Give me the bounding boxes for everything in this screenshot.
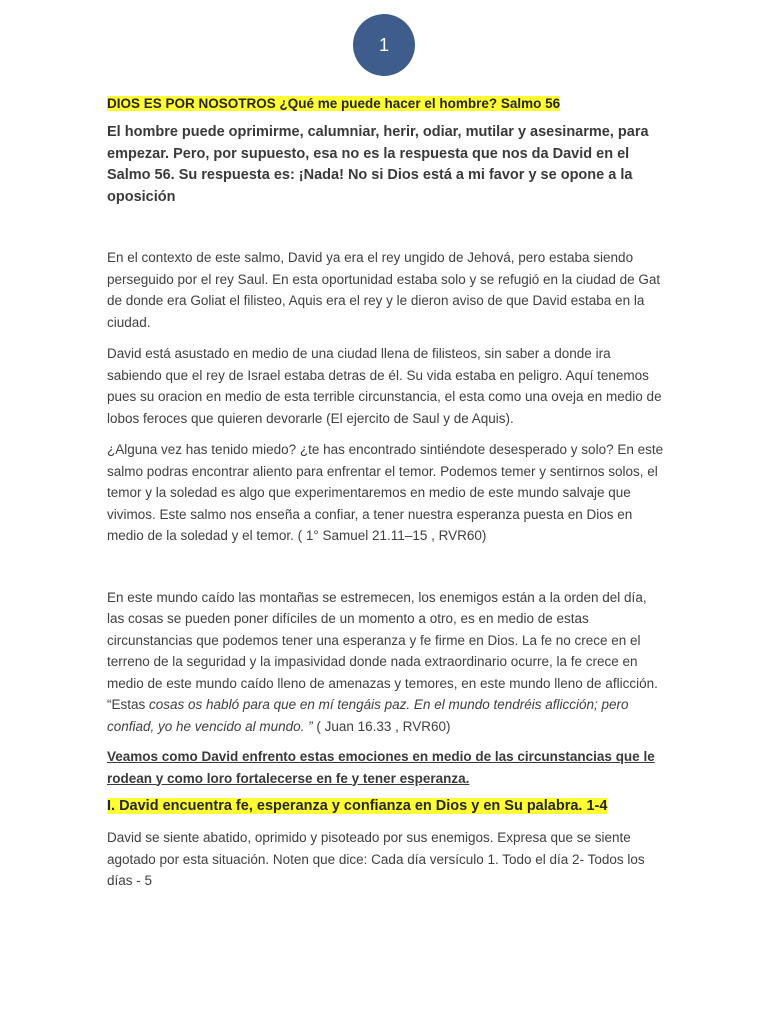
lead-paragraph: El hombre puede oprimirme, calumniar, herir, odiar, mutilar y asesinarme, para empezar. Pero, por supuesto, esa no es la respuesta que nos da David en el Salmo 56. Su respuesta es: ¡Nada! No si Dios está a mi favor y se opone a la oposición <box>107 124 649 205</box>
document-body <box>107 94 667 892</box>
underlined-heading: Veamos como David enfrento estas emociones en medio de las circunstancias que le rodean y como loro fortalecerse en fe y tener esperanza. <box>107 749 655 786</box>
section-title <box>107 795 667 817</box>
paragraph-david-oppressed: David se siente abatido, oprimido y pisoteado por sus enemigos. Expresa que se siente agotado por esta situación. Noten que dice: Cada día versículo 1. Todo el día 2- Todos los días - 5 <box>107 830 645 888</box>
section-title-highlight: I. David encuentra fe, esperanza y confianza en Dios y en Su palabra. 1-4 <box>107 798 608 814</box>
title-highlight: DIOS ES POR NOSOTROS ¿Qué me puede hacer el hombre? Salmo 56 <box>107 96 561 111</box>
paragraph-fear-question: ¿Alguna vez has tenido miedo? ¿te has encontrado sintiéndote desesperado y solo? En este salmo podras encontrar aliento para enfrentar el temor. Podemos temer y sentirnos solos, el temor y la soledad es algo que experimentaremos en medio de este mundo salvaje que vivimos. Este salmo nos enseña a confiar, a tener nuestra esperanza puesta en Dios en medio de la soledad y el temor. ( 1° Samuel 21.11–15 , RVR60) <box>107 442 664 543</box>
paragraph-fallen-world-text: En este mundo caído las montañas se estremecen, los enemigos están a la orden del día, las cosas se pueden poner difíciles de un momento a otro, es en medio de estas circunstancias que podemos tener una esperanza y fe firme en Dios. La fe no crece en el terreno de la seguridad y la impasividad donde nada extraordinario ocurre, la fe crece en medio de este mundo caído lleno de amenazas y temores, en este mundo lleno de aflicción. “Estas <box>107 589 658 712</box>
paragraph-fallen-world <box>107 587 667 738</box>
document-title <box>107 94 667 114</box>
paragraph-context: En el contexto de este salmo, David ya era el rey ungido de Jehová, pero estaba siendo perseguido por el rey Saul. En esta oportunidad estaba solo y se refugió en la ciudad de Gat de donde era Goliat el filisteo, Aquis era el rey y le dieron aviso de que David estaba en la ciudad. <box>107 250 661 330</box>
scripture-reference: ( Juan 16.33 , RVR60) <box>312 718 451 734</box>
page-number-badge: 1 <box>353 14 415 76</box>
scripture-quote: cosas os habló para que en mí tengáis paz. En el mundo tendréis aflicción; pero confiad, yo he vencido al mundo. ” <box>107 697 629 734</box>
paragraph-david-afraid: David está asustado en medio de una ciudad llena de filisteos, sin saber a donde ira sabiendo que el rey de Israel estaba detras de él. Su vida estaba en peligro. Aquí tenemos pues su oracion en medio de esta terrible circunstancia, el esta como una oveja en medio de lobos feroces que quieren devorarle (El ejercito de Saul y de Aquis). <box>107 346 662 426</box>
